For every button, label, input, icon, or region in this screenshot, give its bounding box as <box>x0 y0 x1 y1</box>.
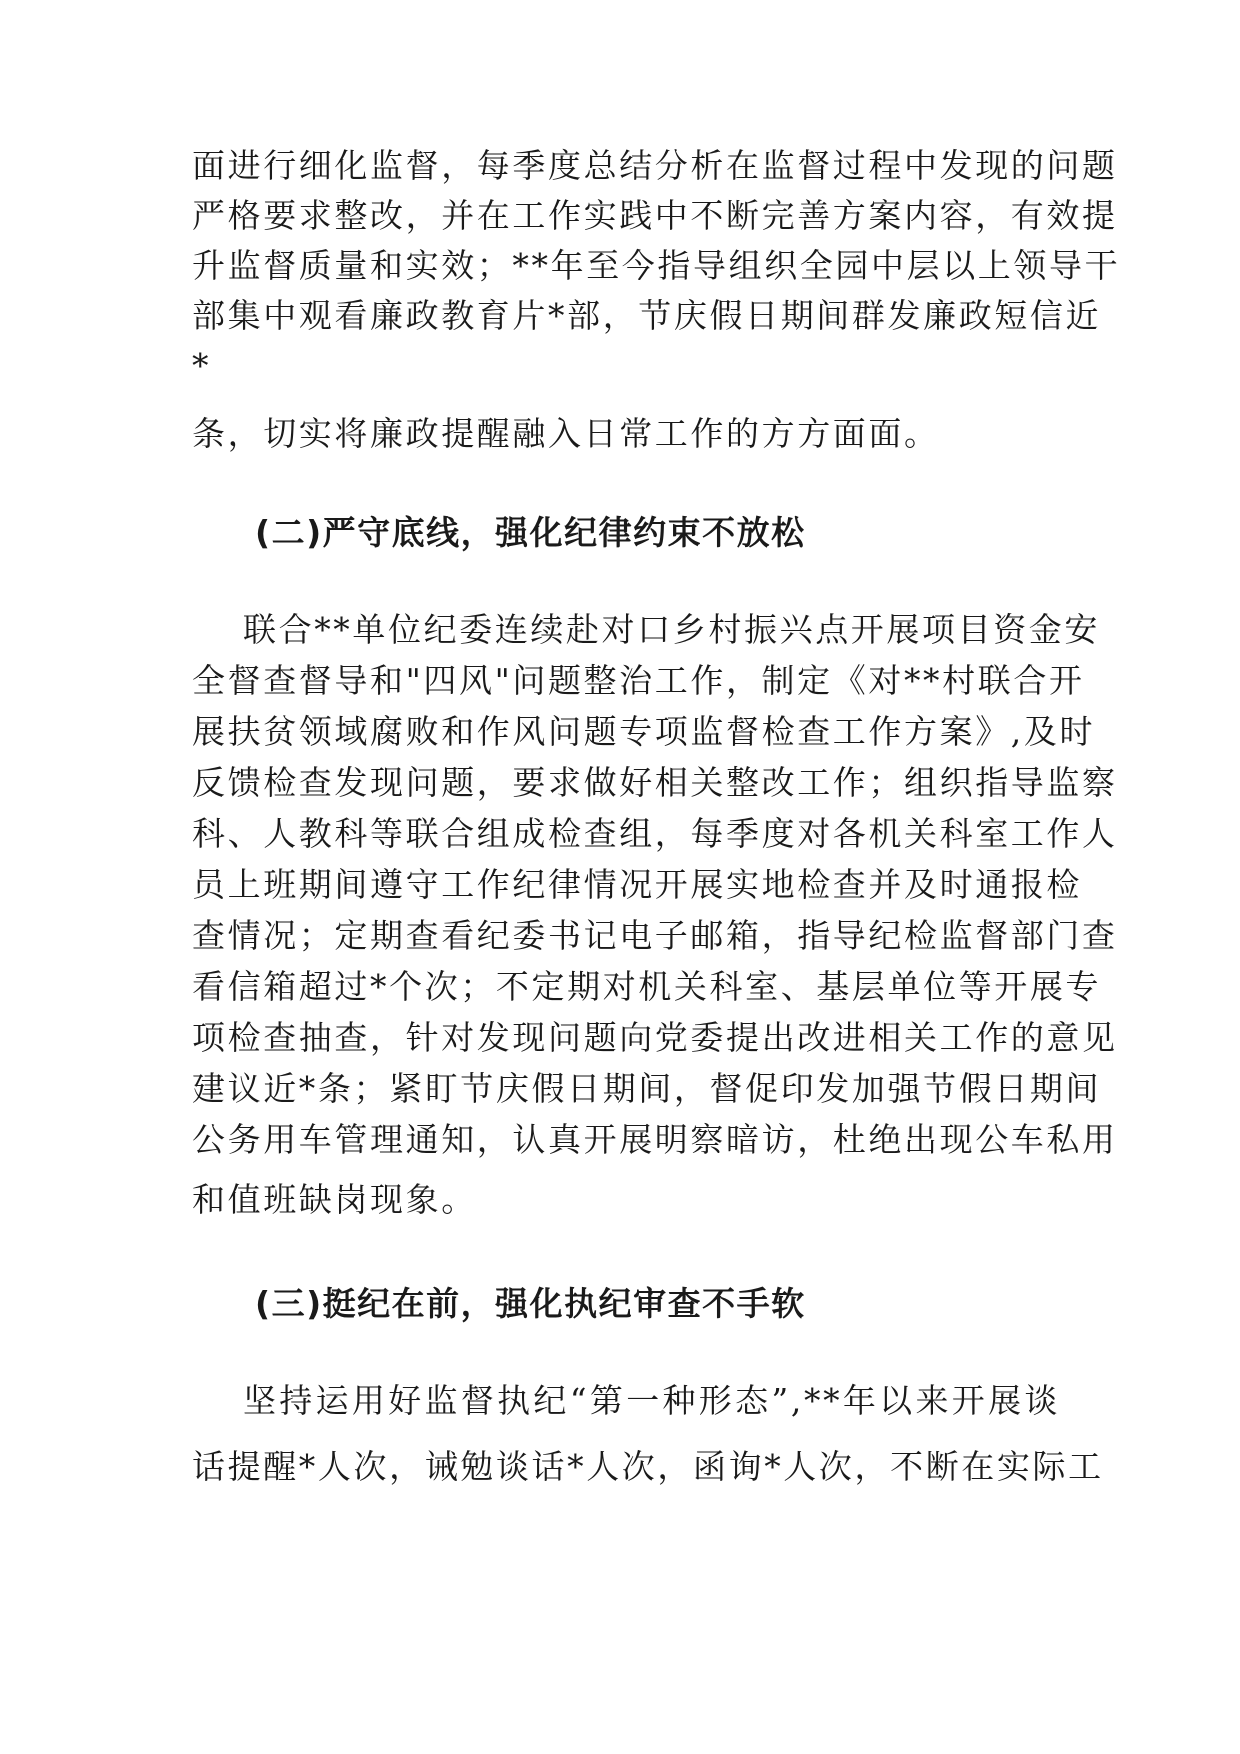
body-text-line: 公务用车管理通知，认真开展明察暗访，杜绝出现公车私用 <box>192 1120 1118 1159</box>
body-text-line: 部集中观看廉政教育片*部，节庆假日期间群发廉政短信近 <box>192 296 1102 335</box>
body-text-line: 升监督质量和实效；**年至今指导组织全园中层以上领导干 <box>192 246 1121 285</box>
body-text-line: 项检查抽查，针对发现问题向党委提出改进相关工作的意见 <box>192 1018 1118 1057</box>
body-text-line: 面进行细化监督，每季度总结分析在监督过程中发现的问题 <box>192 146 1118 185</box>
body-text-line: 反馈检查发现问题，要求做好相关整改工作；组织指导监察 <box>192 763 1118 802</box>
body-text-line: 看信箱超过*个次；不定期对机关科室、基层单位等开展专 <box>192 967 1102 1006</box>
body-text-line: 全督查督导和"四风"问题整治工作，制定《对**村联合开 <box>192 661 1085 700</box>
body-text-line: 查情况；定期查看纪委书记电子邮箱，指导纪检监督部门查 <box>192 916 1118 955</box>
section-heading-3: (三)挺纪在前，强化执纪审查不手软 <box>255 1284 806 1323</box>
body-text-line: 条，切实将廉政提醒融入日常工作的方方面面。 <box>192 414 940 453</box>
body-text-line: 建议近*条；紧盯节庆假日期间，督促印发加强节假日期间 <box>192 1069 1102 1108</box>
body-text-line: 和值班缺岗现象。 <box>192 1180 477 1219</box>
body-text-line: 联合**单位纪委连续赴对口乡村振兴点开展项目资金安 <box>243 610 1100 649</box>
body-text-line: * <box>192 346 212 385</box>
body-text-line: 话提醒*人次，诫勉谈话*人次，函询*人次，不断在实际工 <box>192 1447 1104 1486</box>
body-text-line: 坚持运用好监督执纪“第一种形态”,**年以来开展谈 <box>243 1381 1060 1420</box>
body-text-line: 员上班期间遵守工作纪律情况开展实地检查并及时通报检 <box>192 865 1082 904</box>
body-text-line: 科、人教科等联合组成检查组，每季度对各机关科室工作人 <box>192 814 1118 853</box>
body-text-line: 严格要求整改，并在工作实践中不断完善方案内容，有效提 <box>192 196 1118 235</box>
section-heading-2: (二)严守底线，强化纪律约束不放松 <box>255 513 806 552</box>
body-text-line: 展扶贫领域腐败和作风问题专项监督检查工作方案》,及时 <box>192 712 1096 751</box>
